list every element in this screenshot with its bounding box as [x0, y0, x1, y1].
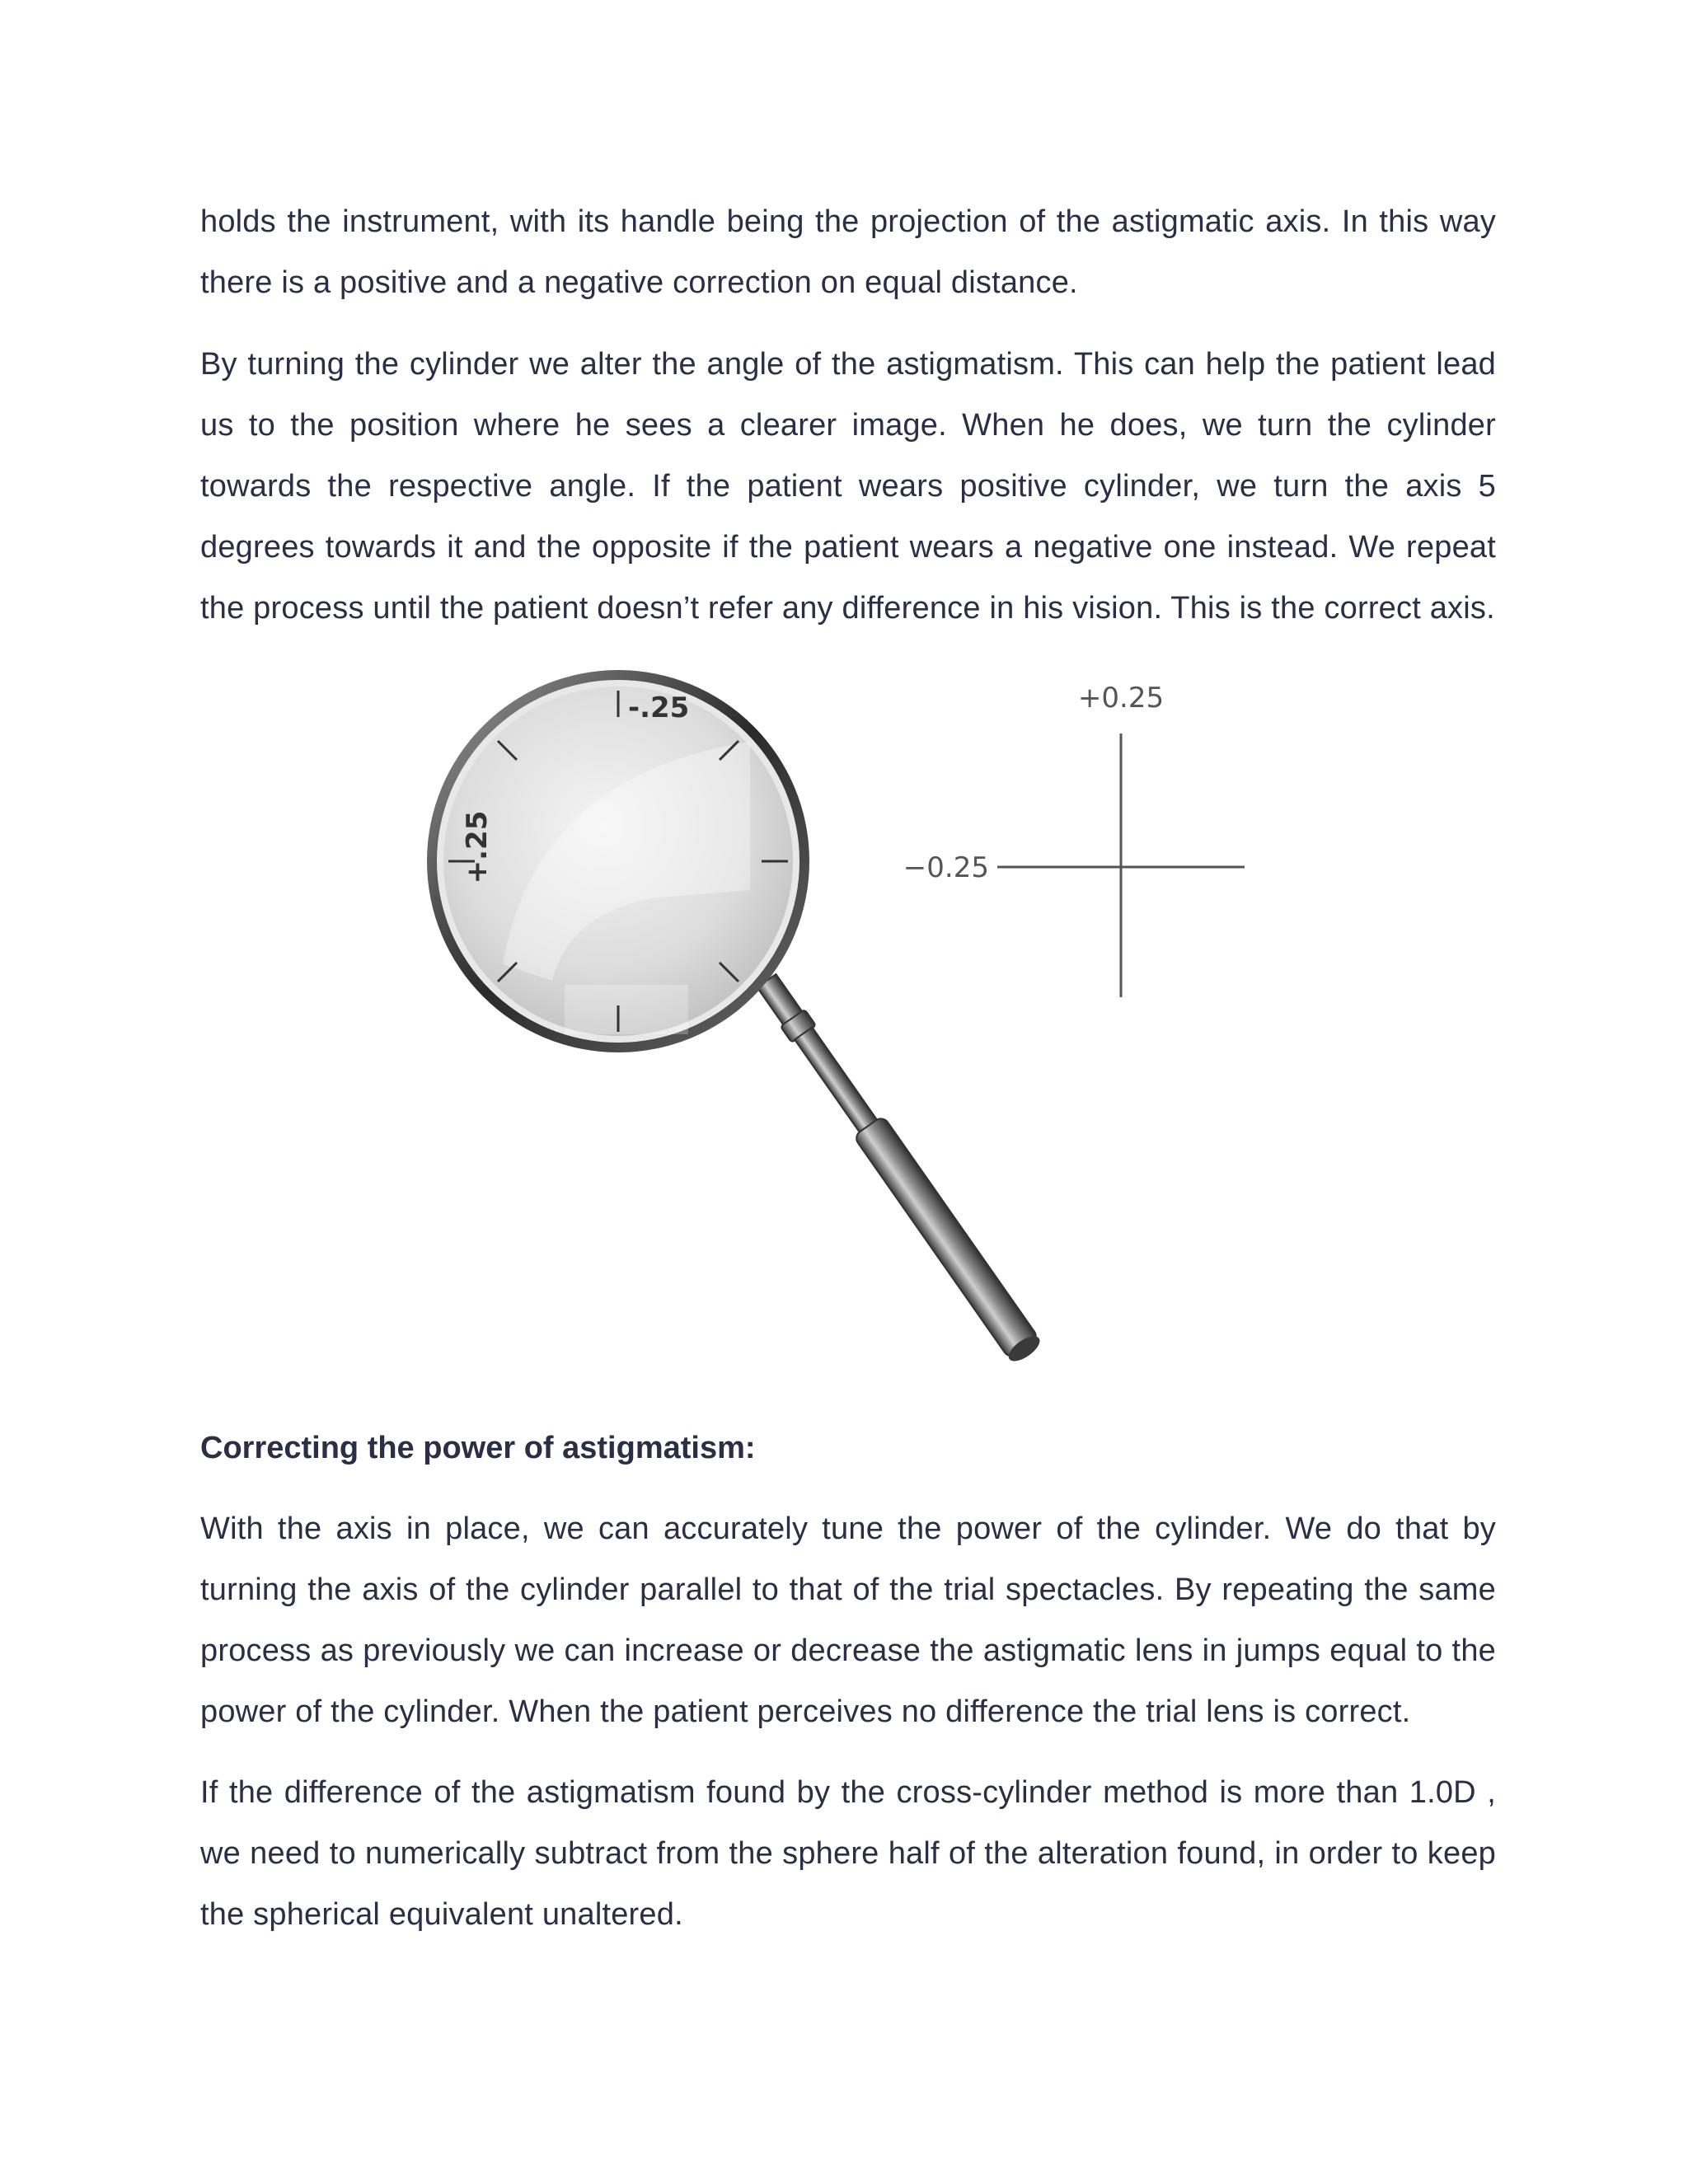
cross-left-label: −0.25	[903, 851, 989, 884]
cross-diagram	[903, 682, 1245, 997]
section-heading-astigmatism-power: Correcting the power of astigmatism:	[200, 1431, 756, 1465]
paragraph-instrument-handle: holds the instrument, with its handle being the projection of the astigmatic axis. In this way there is a positive and a negative correction on equal distance.	[200, 204, 1496, 300]
paragraph-spherical-equivalent: If the difference of the astigmatism found by the cross-cylinder method is more than 1.0D , we need to numerically subtract from the sphere half of the alteration found, in order to keep the spherical equivalent unaltered.	[200, 1775, 1496, 1932]
cross-cylinder-figure	[420, 651, 1294, 1376]
dial-side-label: +.25	[461, 810, 494, 884]
cross-top-label: +0.25	[1077, 682, 1165, 715]
magnifier-handle	[752, 970, 1043, 1366]
dial-top-label: -.25	[628, 691, 690, 724]
magnifier-lens	[427, 670, 809, 1052]
cross-cylinder-illustration	[420, 651, 1294, 1376]
paragraph-power-tuning: With the axis in place, we can accurately tune the power of the cylinder. We do that by turning the axis of the cylinder parallel to that of the trial spectacles. By repeating the same process as previously we can increase or decrease the astigmatic lens in jumps equal to the power of the cylinder. When the patient perceives no difference the trial lens is correct.	[200, 1511, 1496, 1729]
paragraph-axis-correction: By turning the cylinder we alter the angle of the astigmatism. This can help the patient lead us to the position where he sees a clearer image. When he does, we turn the cylinder towards the respective angle. If the patient wears positive cylinder, we turn the axis 5 degrees towards it and the opposite if the patient wears a negative one instead. We repeat the process until the patient doesn’t refer any difference in his vision. This is the correct axis.	[200, 347, 1496, 626]
